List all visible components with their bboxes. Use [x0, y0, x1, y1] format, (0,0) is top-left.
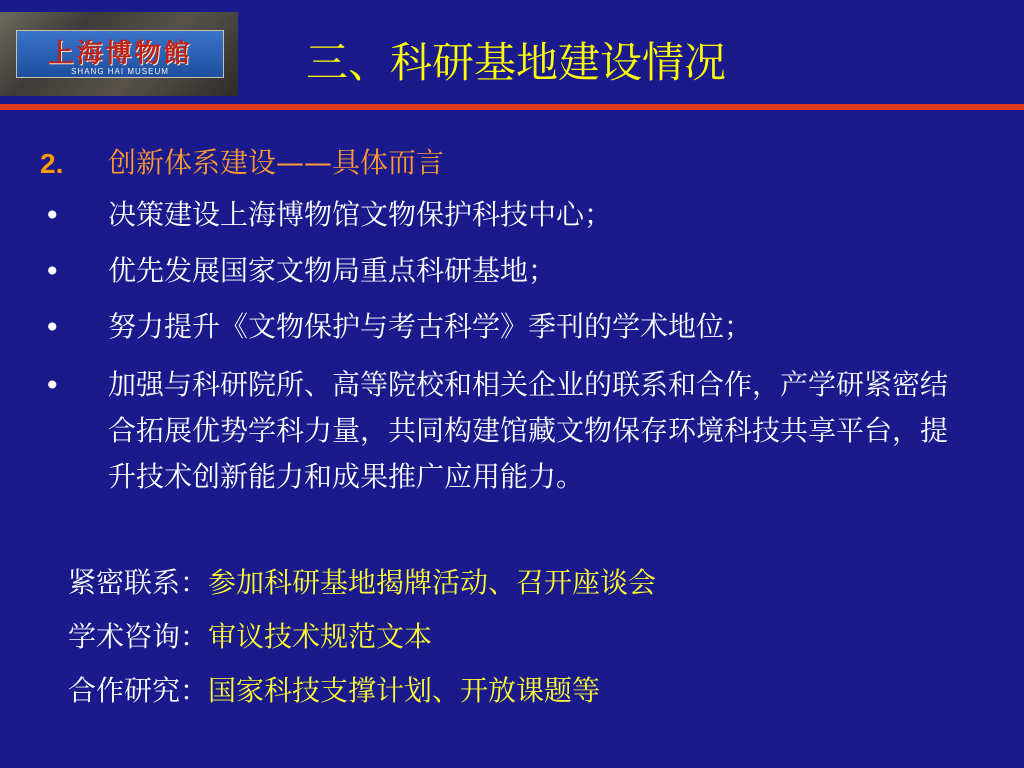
bullet-text: 决策建设上海博物馆文物保护科技中心；: [108, 198, 613, 231]
detail-label: 学术咨询：: [68, 620, 209, 653]
detail-row: [68, 614, 432, 660]
bullet-text: 加强与科研院所、高等院校和相关企业的联系和合作，产学研紧密结合拓展优势学科力量，共同构建馆藏文物保存环境科技共享平台，提升技术创新能力和成果推广应用能力。: [108, 368, 949, 493]
bullet-dot: •: [44, 369, 61, 402]
title-divider: [0, 104, 1024, 110]
logo-english-name: SHANG HAI MUSEUM: [71, 67, 169, 76]
detail-label: 紧密联系：: [68, 566, 209, 599]
bullet-dot: •: [44, 199, 61, 232]
detail-row: [68, 668, 600, 714]
detail-value: 参加科研基地揭牌活动、召开座谈会: [208, 566, 657, 599]
slide-title: 三、科研基地建设情况: [306, 38, 727, 87]
bullet-dot: •: [44, 255, 61, 288]
heading-text: 创新体系建设——具体而言: [108, 146, 445, 179]
bullet-dot: •: [44, 311, 61, 344]
detail-label: 合作研究：: [68, 674, 209, 707]
logo-chinese-name: 上海博物館: [47, 39, 193, 69]
heading-number: 2.: [40, 148, 64, 179]
detail-row: [68, 560, 656, 606]
detail-value: 国家科技支撑计划、开放课题等: [208, 674, 601, 707]
logo-banner: [16, 30, 224, 78]
bullet-text: 优先发展国家文物局重点科研基地；: [108, 254, 557, 287]
museum-logo: [0, 12, 238, 96]
detail-value: 审议技术规范文本: [208, 620, 433, 653]
bullet-text: 努力提升《文物保护与考古科学》季刊的学术地位；: [108, 310, 753, 343]
